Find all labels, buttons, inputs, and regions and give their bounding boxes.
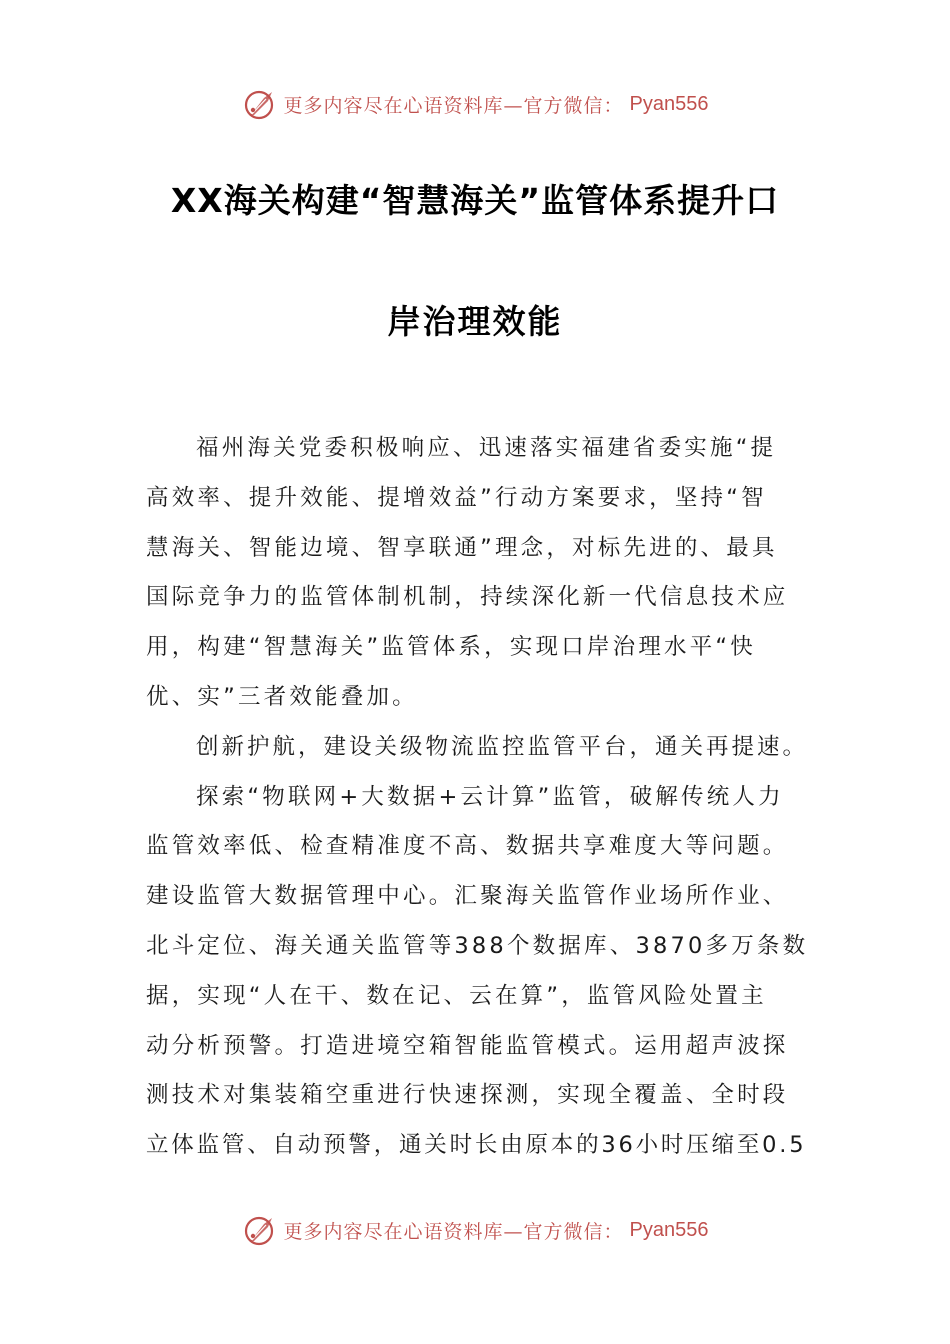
footer-watermark: [0, 1210, 950, 1250]
body-line: 高效率、提升效能、提增效益”行动方案要求，坚持“智: [146, 484, 767, 511]
body-line: 动分析预警。打造进境空箱智能监管模式。运用超声波探: [146, 1032, 789, 1059]
body-line: 监管效率低、检查精准度不高、数据共享难度大等问题。: [146, 833, 789, 860]
body-line: 慧海关、智能边境、智享联通”理念，对标先进的、最具: [146, 534, 778, 561]
header-watermark: [0, 84, 950, 124]
body-line: 建设监管大数据管理中心。汇聚海关监管作业场所作业、: [146, 883, 789, 910]
quill-logo-icon: [242, 86, 278, 122]
body-line: 测技术对集装箱空重进行快速探测，实现全覆盖、全时段: [146, 1082, 789, 1109]
body-line: 优、实”三者效能叠加。: [146, 683, 418, 710]
body-line: 用，构建“智慧海关”监管体系，实现口岸治理水平“快: [146, 634, 756, 661]
document-title-line-1: XX海关构建“智慧海关”监管体系提升口: [170, 181, 780, 220]
body-line: 据，实现“人在干、数在记、云在算”，监管风险处置主: [146, 982, 767, 1009]
watermark-wechat-id: Pyan556: [629, 1218, 709, 1241]
quill-logo-icon: [242, 1212, 278, 1248]
body-line: 北斗定位、海关通关监管等388个数据库、3870多万条数: [146, 932, 809, 959]
body-line: 探索“物联网+大数据+云计算”监管，破解传统人力: [196, 783, 784, 810]
body-line: 国际竞争力的监管体制机制，持续深化新一代信息技术应: [146, 584, 789, 611]
body-line: 创新护航，建设关级物流监控监管平台，通关再提速。: [196, 733, 809, 760]
document-body: [146, 424, 808, 1171]
watermark-text: 更多内容尽在心语资料库—官方微信：: [283, 94, 624, 117]
watermark-text: 更多内容尽在心语资料库—官方微信：: [283, 1220, 624, 1243]
body-line: 福州海关党委积极响应、迅速落实福建省委实施“提: [196, 435, 777, 461]
watermark-wechat-id: Pyan556: [629, 92, 709, 115]
body-line: 立体监管、自动预警，通关时长由原本的36小时压缩至0.5: [146, 1132, 807, 1159]
document-title-line-2: 岸治理效能: [387, 302, 563, 341]
